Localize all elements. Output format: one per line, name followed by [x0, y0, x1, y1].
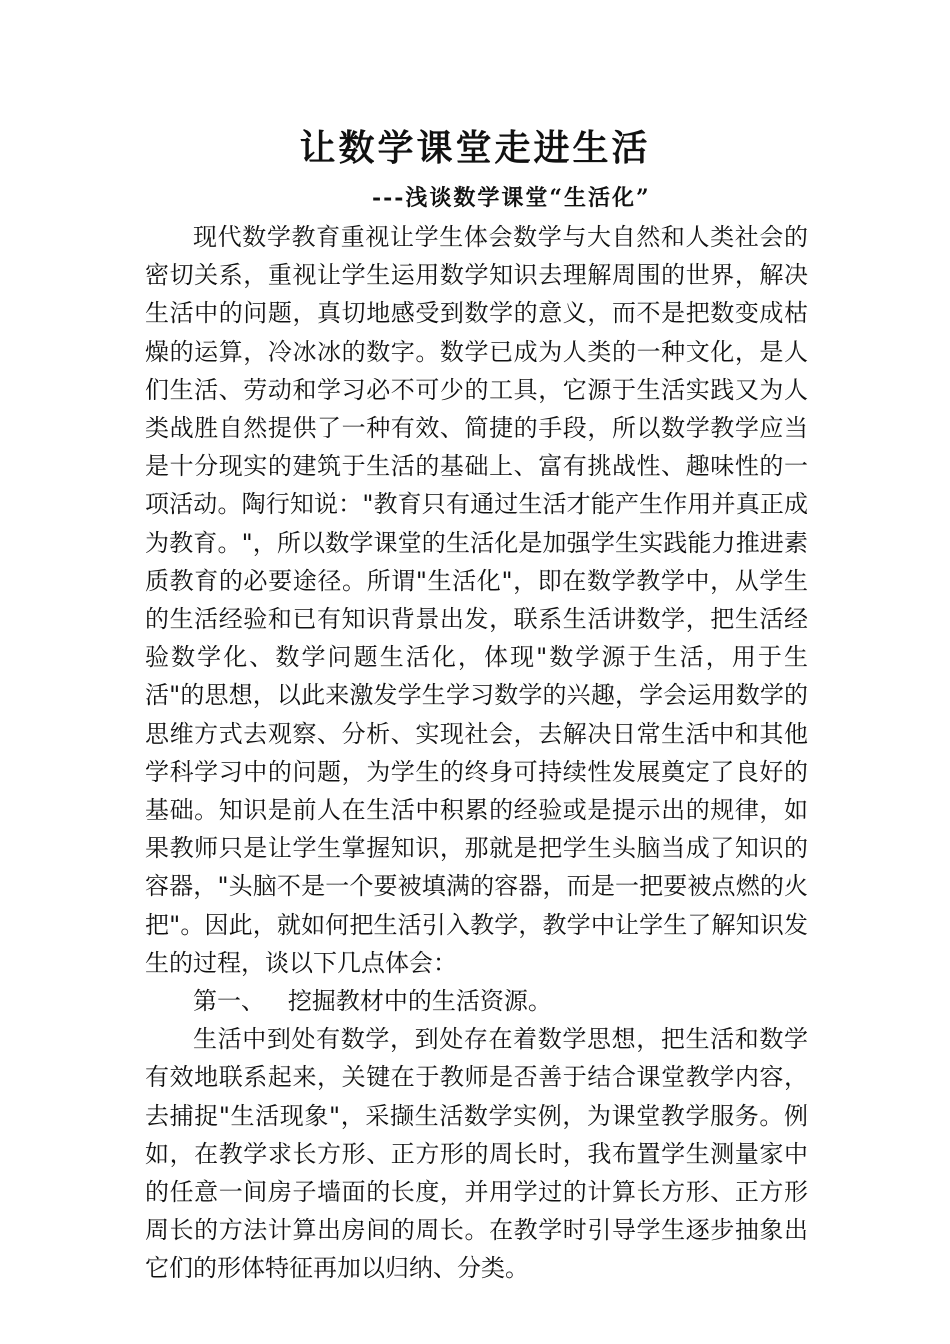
document-title: 让数学课堂走进生活 — [299, 127, 651, 169]
document-body — [145, 218, 808, 1288]
paragraph-first-section: 生活中到处有数学，到处存在着数学思想，把生活和数学有效地联系起来，关键在于教师是否善于结合课堂教学内容，去捕捉"生活现象"，采撷生活数学实例，为课堂教学服务。例如，在教学求长方形、正方形的周长时，我布置学生测量家中的任意一间房子墙面的长度，并用学过的计算长方形、正方形周长的方法计算出房间的周长。在教学时引导学生逐步抽象出它们的形体特征再加以归纳、分类。 — [145, 1025, 808, 1283]
paragraph-intro: 现代数学教育重视让学生体会数学与大自然和人类社会的密切关系，重视让学生运用数学知识去理解周围的世界，解决生活中的问题，真切地感受到数学的意义，而不是把数变成枯燥的运算，冷冰冰的数字。数学已成为人类的一种文化，是人们生活、劳动和学习必不可少的工具，它源于生活实践又为人类战胜自然提供了一种有效、简捷的手段，所以数学教学应当是十分现实的建筑于生活的基础上、富有挑战性、趣味性的一项活动。陶行知说："教育只有通过生活才能产生作用并真正成为教育。"，所以数学课堂的生活化是加强学生实践能力推进素质教育的必要途径。所谓"生活化"，即在数学教学中，从学生的生活经验和已有知识背景出发，联系生活讲数学，把生活经验数学化、数学问题生活化，体现"数学源于生活，用于生活"的思想，以此来激发学生学习数学的兴趣，学会运用数学的思维方式去观察、分析、实现社会，去解决日常生活中和其他学科学习中的问题，为学生的终身可持续性发展奠定了良好的基础。知识是前人在生活中积累的经验或是提示出的规律，如果教师只是让学生掌握知识，那就是把学生头脑当成了知识的容器，"头脑不是一个要被填满的容器，而是一把要被点燃的火把"。因此，就如何把生活引入教学，教学中让学生了解知识发生的过程，谈以下几点体会： — [145, 223, 808, 977]
section-heading-first: 第一、 挖掘教材中的生活资源。 — [193, 987, 552, 1016]
document-subtitle: ---浅谈数学课堂“生活化” — [372, 185, 651, 211]
